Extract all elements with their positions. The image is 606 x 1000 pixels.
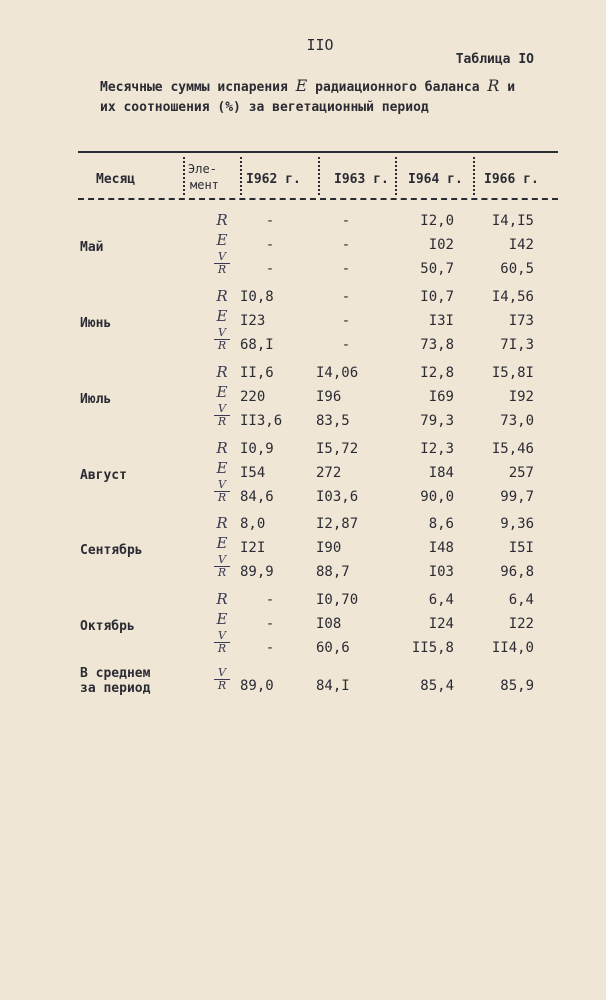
ratio-value-1964: 50,7 [420,261,454,277]
ratio-value-1964: 90,0 [420,489,454,505]
r-value-1963: I5,72 [316,441,359,457]
e-value-1966: I5I [508,540,534,556]
r-value-1963: I4,06 [316,365,359,381]
ratio-denominator: R [217,263,227,276]
month-label: Октябрь [80,619,135,634]
r-value-1964: 6,4 [428,592,454,608]
e-value-1962: 220 [240,389,266,405]
e-value-1964: I24 [428,616,454,632]
header-year-1964: I964 г. [408,172,463,187]
r-value-1966: 9,36 [500,516,534,532]
average-label-line2: за период [80,681,151,696]
e-value-1962: I54 [240,465,266,481]
average-value-1966: 85,9 [500,678,534,694]
r-value-1962: II,6 [240,365,274,381]
ratio-value-1966: 96,8 [500,564,534,580]
e-value-1962: I2I [240,540,266,556]
ratio-value-1962: 84,6 [240,489,274,505]
ratio-symbol [209,404,235,427]
header-year-1963: I963 г. [334,172,389,187]
ratio-value-1963: - [341,337,351,353]
e-symbol: E [216,307,228,325]
ratio-value-1963: 60,6 [316,640,350,656]
average-value-1962: 89,0 [240,678,274,694]
month-label: Июнь [80,316,112,331]
r-value-1964: I2,8 [420,365,454,381]
r-value-1963: I2,87 [316,516,359,532]
e-value-1963: I08 [316,616,342,632]
ratio-value-1964: I03 [428,564,454,580]
ratio-symbol [209,668,235,691]
ratio-numerator: V [218,478,226,491]
ratio-symbol [209,555,235,578]
table-caption [100,76,520,118]
e-value-1963: - [341,313,351,329]
ratio-value-1964: 73,8 [420,337,454,353]
caption-part3: и их соотношения (%) за вегетационный период [100,80,516,115]
e-symbol: E [216,383,228,401]
r-value-1962: 8,0 [240,516,266,532]
header-separator [183,157,185,195]
ratio-numerator: V [218,666,226,679]
ratio-numerator: V [218,250,226,263]
ratio-numerator: V [218,629,226,642]
ratio-denominator: R [217,491,227,504]
e-value-1964: I69 [428,389,454,405]
ratio-value-1963: 88,7 [316,564,350,580]
r-value-1962: I0,9 [240,441,274,457]
ratio-value-1963: I03,6 [316,489,359,505]
e-symbol: E [216,459,228,477]
average-value-1963: 84,I [316,678,350,694]
header-element-line1: Эле- [188,162,217,176]
ratio-denominator: R [217,415,227,428]
table-label: Таблица IO [455,52,534,67]
ratio-symbol [209,252,235,275]
caption-part1: Месячные суммы испарения [100,80,296,95]
ratio-value-1963: 83,5 [316,413,350,429]
ratio-value-1962: 68,I [240,337,274,353]
ratio-numerator: V [218,402,226,415]
ratio-denominator: R [217,642,227,655]
ratio-value-1966: 73,0 [500,413,534,429]
ratio-value-1962: - [265,640,275,656]
e-symbol: E [216,231,228,249]
ratio-value-1966: II4,0 [491,640,534,656]
month-label: Май [80,240,104,255]
e-value-1963: 272 [316,465,342,481]
e-value-1962: I23 [240,313,266,329]
r-symbol: R [216,590,228,608]
ratio-value-1962: II3,6 [240,413,283,429]
header-year-1966: I966 г. [484,172,539,187]
r-symbol: R [216,439,228,457]
r-value-1966: I4,56 [491,289,534,305]
e-value-1964: I48 [428,540,454,556]
ratio-denominator: R [217,679,227,692]
month-label: Сентябрь [80,543,143,558]
e-value-1962: - [265,237,275,253]
e-value-1963: I90 [316,540,342,556]
ratio-value-1963: - [341,261,351,277]
r-value-1964: 8,6 [428,516,454,532]
ratio-denominator: R [217,566,227,579]
caption-part2: радиационного баланса [307,80,488,95]
r-symbol: R [216,287,228,305]
r-value-1963: - [341,289,351,305]
r-value-1964: I0,7 [420,289,454,305]
ratio-value-1964: II5,8 [411,640,454,656]
r-symbol: R [216,363,228,381]
average-label [80,666,150,696]
ratio-value-1962: - [265,261,275,277]
page-number: IIO [306,36,334,54]
e-value-1966: I92 [508,389,534,405]
average-label-line1: В среднем [80,666,151,681]
e-value-1964: I02 [428,237,454,253]
e-symbol: E [216,534,228,552]
ratio-symbol [209,480,235,503]
e-value-1964: I84 [428,465,454,481]
header-separator [318,157,320,195]
r-value-1962: I0,8 [240,289,274,305]
header-separator [240,157,242,195]
ratio-symbol [209,328,235,351]
ratio-numerator: V [218,326,226,339]
r-value-1966: I5,46 [491,441,534,457]
ratio-numerator: V [218,553,226,566]
ratio-value-1966: 99,7 [500,489,534,505]
header-separator [473,157,475,195]
r-value-1966: 6,4 [508,592,534,608]
average-value-1964: 85,4 [420,678,454,694]
e-symbol: E [216,610,228,628]
ratio-symbol [209,631,235,654]
month-label: Август [80,468,127,483]
r-value-1964: I2,3 [420,441,454,457]
ratio-value-1962: 89,9 [240,564,274,580]
ratio-denominator: R [217,339,227,352]
e-value-1964: I3I [428,313,454,329]
e-value-1963: - [341,237,351,253]
header-month: Месяц [96,172,136,187]
caption-symbol-r: R [487,76,500,95]
header-bottom-rule [78,198,558,200]
caption-symbol-e: E [295,76,308,95]
e-value-1962: - [265,616,275,632]
header-top-rule [78,151,558,153]
header-year-1962: I962 г. [246,172,301,187]
r-value-1966: I4,I5 [491,213,534,229]
r-value-1963: - [341,213,351,229]
header-separator [395,157,397,195]
header-element-line2: мент [190,178,219,192]
e-value-1966: 257 [508,465,534,481]
r-value-1962: - [265,213,275,229]
r-value-1963: I0,70 [316,592,359,608]
month-label: Июль [80,392,112,407]
r-symbol: R [216,514,228,532]
e-value-1963: I96 [316,389,342,405]
r-value-1962: - [265,592,275,608]
e-value-1966: I22 [508,616,534,632]
r-value-1966: I5,8I [491,365,534,381]
r-value-1964: I2,0 [420,213,454,229]
r-symbol: R [216,211,228,229]
ratio-value-1966: 60,5 [500,261,534,277]
e-value-1966: I73 [508,313,534,329]
e-value-1966: I42 [508,237,534,253]
ratio-value-1966: 7I,3 [500,337,534,353]
ratio-value-1964: 79,3 [420,413,454,429]
